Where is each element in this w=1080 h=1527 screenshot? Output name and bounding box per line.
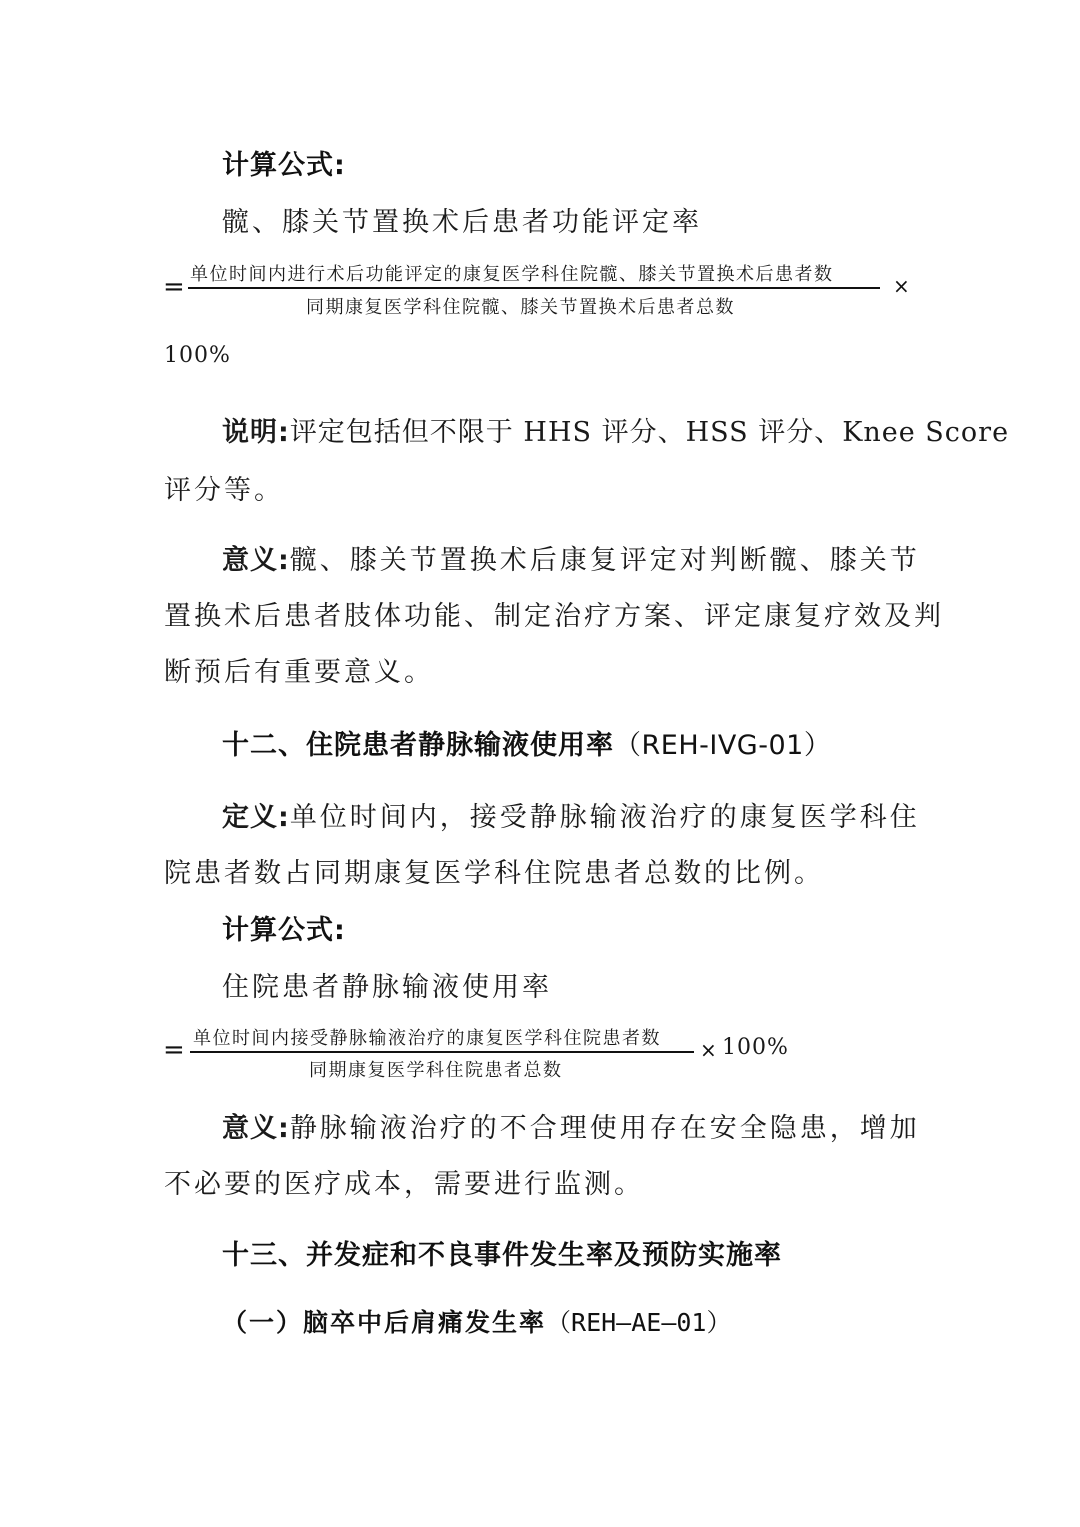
fraction-bar: [190, 1051, 694, 1053]
multiply-sign: ×: [893, 274, 910, 298]
definition-paragraph: [222, 795, 920, 834]
significance-paragraph-12: [222, 1106, 920, 1145]
significance-label: 意义:: [222, 545, 290, 576]
note-text-cont: 评分等。: [164, 475, 284, 506]
definition-text-cont: 院患者数占同期康复医学科住院患者总数的比例。: [164, 858, 824, 889]
equals-sign: =: [163, 272, 185, 302]
subsection-heading-text: （一）脑卒中后肩痛发生率: [222, 1308, 547, 1337]
significance-text: 静脉输液治疗的不合理使用存在安全隐患，增加: [289, 1113, 920, 1144]
note-text: 评定包括但不限于 HHS 评分、HSS 评分、Knee Score: [289, 417, 1010, 448]
fraction-numerator: 单位时间内进行术后功能评定的康复医学科住院髋、膝关节置换术后患者数: [190, 264, 834, 285]
note-paragraph: [222, 410, 1009, 449]
formula-label: 计算公式:: [222, 150, 346, 181]
multiplier-value: 100%: [164, 343, 231, 368]
multiply-sign: ×: [700, 1038, 717, 1062]
fraction-denominator: 同期康复医学科住院患者总数: [309, 1060, 563, 1081]
note-label: 说明:: [222, 417, 290, 448]
formula-name-12: 住院患者静脉输液使用率: [222, 972, 552, 1003]
formula-label-12: 计算公式:: [222, 915, 346, 946]
significance-text-cont-1: 置换术后患者肢体功能、制定治疗方案、评定康复疗效及判: [164, 601, 944, 632]
fraction-denominator: 同期康复医学科住院髋、膝关节置换术后患者总数: [306, 297, 735, 318]
fraction-bar: [188, 287, 880, 289]
formula-name: 髋、膝关节置换术后患者功能评定率: [222, 207, 702, 238]
significance-text: 髋、膝关节置换术后康复评定对判断髋、膝关节: [289, 545, 920, 576]
definition-text: 单位时间内，接受静脉输液治疗的康复医学科住: [289, 802, 920, 833]
section-heading-text: 十二、住院患者静脉输液使用率: [222, 730, 614, 761]
section-heading-12: [222, 723, 831, 762]
significance-paragraph: [222, 538, 920, 577]
equals-sign: =: [163, 1035, 185, 1065]
definition-label: 定义:: [222, 802, 290, 833]
section-heading-13: 十三、并发症和不良事件发生率及预防实施率: [222, 1240, 782, 1271]
section-code: （REH-IVG-01）: [614, 730, 832, 761]
significance-label: 意义:: [222, 1113, 290, 1144]
significance-text-cont-2: 断预后有重要意义。: [164, 657, 434, 688]
subsection-heading-1: [222, 1303, 731, 1339]
multiplier-value: 100%: [722, 1035, 789, 1060]
significance-text-cont: 不必要的医疗成本，需要进行监测。: [164, 1169, 644, 1200]
fraction-numerator: 单位时间内接受静脉输液治疗的康复医学科住院患者数: [193, 1028, 661, 1049]
subsection-code: （REH—AE—01）: [546, 1308, 732, 1337]
